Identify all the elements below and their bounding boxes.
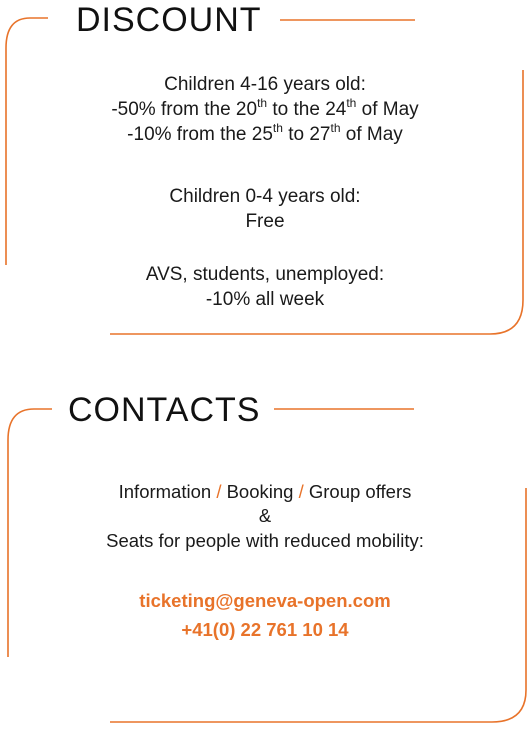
contact-phone-link[interactable]: +41(0) 22 761 10 14	[181, 618, 349, 640]
discount-avs-heading: AVS, students, unemployed:	[145, 264, 385, 285]
discount-children-0-4	[0, 184, 530, 234]
contact-email-link[interactable]: ticketing@geneva-open.com	[139, 590, 391, 611]
discount-children-4-16-line2: -10% from the 25th to 27th of May	[127, 121, 403, 146]
contacts-mobility-line: Seats for people with reduced mobility:	[106, 529, 424, 551]
discount-children-0-4-value: Free	[245, 211, 285, 233]
discount-children-4-16	[0, 72, 530, 147]
discount-children-4-16-line1: -50% from the 20th to the 24th of May	[111, 96, 419, 121]
contacts-ampersand: &	[258, 505, 272, 527]
discount-avs-value: -10% all week	[205, 289, 325, 311]
discount-children-0-4-heading: Children 0-4 years old:	[169, 186, 361, 207]
contacts-info	[0, 480, 530, 553]
discount-avs	[0, 262, 530, 312]
contacts-services-line: Information / Booking / Group offers	[118, 481, 412, 502]
discount-title: DISCOUNT	[76, 1, 262, 39]
contacts-title: CONTACTS	[68, 391, 261, 429]
discount-children-4-16-heading: Children 4-16 years old:	[164, 74, 366, 95]
contacts-links	[0, 587, 530, 644]
